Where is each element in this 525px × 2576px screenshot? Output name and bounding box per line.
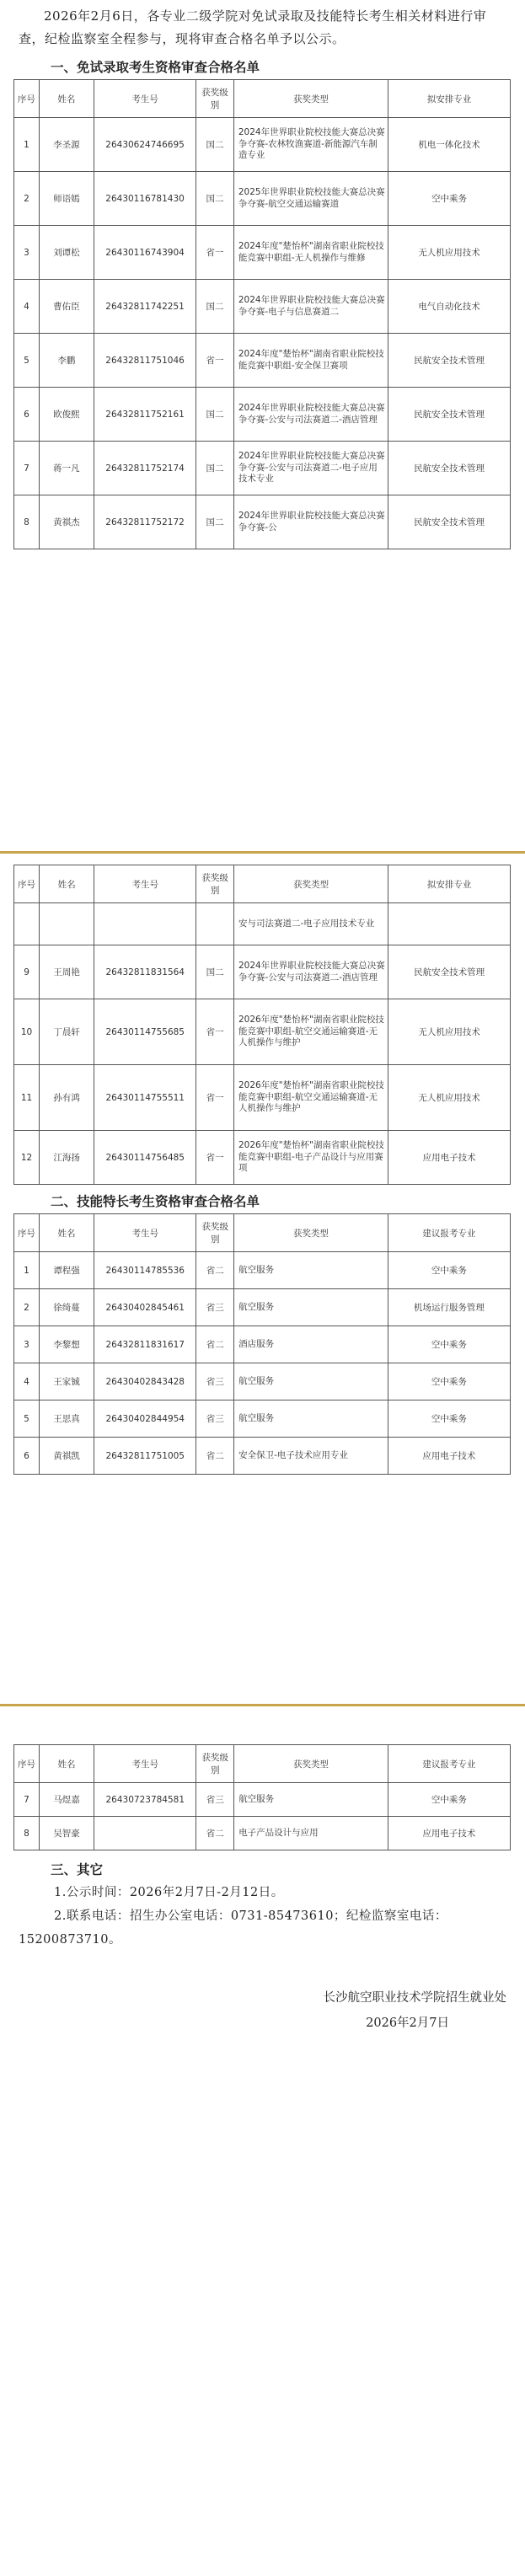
header-no: 序号 <box>14 1745 40 1783</box>
cell-level: 省一 <box>196 1131 234 1185</box>
cell-no: 7 <box>14 442 40 495</box>
cell-major: 应用电子技术 <box>388 1438 510 1475</box>
header-major: 拟安排专业 <box>388 865 511 903</box>
page-separator <box>0 851 525 854</box>
cell-award: 2025年世界职业院校技能大赛总决赛争夺赛-航空交通运输赛道 <box>233 172 388 226</box>
header-name: 姓名 <box>39 1745 94 1783</box>
cell-award: 航空服务 <box>234 1252 388 1289</box>
cell-id: 26432811752172 <box>94 495 196 549</box>
cell-major: 机电一体化技术 <box>388 118 511 172</box>
cell-major: 空中乘务 <box>388 1252 510 1289</box>
cell-name: 吴智豪 <box>39 1817 94 1850</box>
cell-level: 省三 <box>196 1363 234 1400</box>
table-row <box>14 1438 511 1475</box>
header-major: 建议报考专业 <box>388 1745 510 1783</box>
cell-name: 孙有鸿 <box>40 1065 94 1131</box>
page-1 <box>0 0 525 549</box>
cell-award: 2024年世界职业院校技能大赛总决赛争夺赛-电子与信息赛道二 <box>233 280 388 334</box>
cell-level: 省一 <box>196 226 234 280</box>
cell-name: 蒋一凡 <box>39 442 94 495</box>
cell-major: 机场运行服务管理 <box>388 1289 510 1326</box>
cell-id: 26430624746695 <box>94 118 196 172</box>
table-row <box>14 945 511 999</box>
table-row <box>14 442 511 495</box>
cell-name: 江海扬 <box>40 1131 94 1185</box>
cell-award: 2024年世界职业院校技能大赛总决赛争夺赛-公安与司法赛道二-酒店管理 <box>233 388 388 442</box>
exempt-table-body <box>14 118 511 549</box>
header-id: 考生号 <box>94 1745 196 1783</box>
cell-major: 空中乘务 <box>388 1783 510 1817</box>
cell-level: 省三 <box>196 1289 234 1326</box>
cell-name: 徐绮蔓 <box>39 1289 94 1326</box>
cell-id: 26430116743904 <box>94 226 196 280</box>
cell-name: 黄祺杰 <box>39 495 94 549</box>
cell-major: 电气自动化技术 <box>388 280 511 334</box>
cell-no: 10 <box>14 999 40 1065</box>
table-row <box>14 1326 511 1363</box>
skill-table-continued <box>13 1744 511 1850</box>
cell-no: 3 <box>14 1326 40 1363</box>
cell-award: 航空服务 <box>234 1783 388 1817</box>
header-no: 序号 <box>14 865 40 903</box>
cell-no: 8 <box>14 1817 40 1850</box>
cell-level: 国二 <box>196 495 234 549</box>
cell-major: 民航安全技术管理 <box>388 442 511 495</box>
cell-award: 航空服务 <box>234 1400 388 1438</box>
cell-name: 刘谭松 <box>39 226 94 280</box>
cell-id: 26432811751046 <box>94 334 196 388</box>
header-id: 考生号 <box>94 80 196 118</box>
table-row <box>14 334 511 388</box>
cell-major: 民航安全技术管理 <box>388 945 511 999</box>
header-level: 获奖级别 <box>196 80 234 118</box>
cell-id: 26430116781430 <box>94 172 196 226</box>
cell-no: 9 <box>14 945 40 999</box>
exempt-table <box>13 79 511 549</box>
cell-award: 2026年度"楚怡杯"湖南省职业院校技能竞赛中职组-电子产品设计与应用赛项 <box>233 1131 388 1185</box>
cell-level: 省二 <box>196 1326 234 1363</box>
cell-major: 空中乘务 <box>388 1326 510 1363</box>
cell-level: 省三 <box>196 1783 234 1817</box>
cell-level: 省一 <box>196 1065 234 1131</box>
cell-award: 2024年世界职业院校技能大赛总决赛争夺赛-公安与司法赛道二-电子应用技术专业 <box>233 442 388 495</box>
cell-level: 省二 <box>196 1817 234 1850</box>
cell-level: 国二 <box>196 280 234 334</box>
cell-major: 应用电子技术 <box>388 1131 511 1185</box>
cell-major: 民航安全技术管理 <box>388 495 511 549</box>
table-row <box>14 226 511 280</box>
page-separator <box>0 1704 525 1706</box>
cell-major: 民航安全技术管理 <box>388 388 511 442</box>
cell-no: 4 <box>14 1363 40 1400</box>
cell-name: 曹佑臣 <box>39 280 94 334</box>
table-row <box>14 1817 511 1850</box>
cell-no: 7 <box>14 1783 40 1817</box>
cell-id: 26432811752174 <box>94 442 196 495</box>
cell-id: 26432811742251 <box>94 280 196 334</box>
header-id: 考生号 <box>94 1214 196 1252</box>
section3-title: 三、其它 <box>51 1862 104 1877</box>
cell-level: 国二 <box>196 945 234 999</box>
section2-title: 二、技能特长考生资格审查合格名单 <box>51 1194 260 1209</box>
cell-major: 无人机应用技术 <box>388 999 511 1065</box>
section1-title: 一、免试录取考生资格审查合格名单 <box>51 60 260 75</box>
header-level: 获奖级别 <box>196 865 234 903</box>
cell-award: 2024年世界职业院校技能大赛总决赛争夺赛-公 <box>233 495 388 549</box>
table-row <box>14 388 511 442</box>
cell-major: 空中乘务 <box>388 1363 510 1400</box>
table-row <box>14 1131 511 1185</box>
table-header-row <box>14 80 511 118</box>
cell-name: 李圣源 <box>39 118 94 172</box>
page-3 <box>0 1719 525 2036</box>
cell-level: 省三 <box>196 1400 234 1438</box>
cell-level: 省一 <box>196 999 234 1065</box>
table-row <box>14 999 511 1065</box>
header-award: 获奖类型 <box>234 1214 388 1252</box>
cell-award: 航空服务 <box>234 1363 388 1400</box>
cell-no: 5 <box>14 334 40 388</box>
cell-award: 2024年世界职业院校技能大赛总决赛争夺赛-公安与司法赛道二-酒店管理 <box>233 945 388 999</box>
cell-major: 空中乘务 <box>388 172 511 226</box>
cell-id: 26430402843428 <box>94 1363 196 1400</box>
page-2 <box>0 865 525 1475</box>
cell-id: 26432811752161 <box>94 388 196 442</box>
publicity-period: 1.公示时间：2026年2月7日-2月12日。 <box>54 1886 284 1899</box>
header-id: 考生号 <box>94 865 196 903</box>
sign-date: 2026年2月7日 <box>366 2016 449 2030</box>
cell-no: 2 <box>14 172 40 226</box>
contact-phones: 2.联系电话：招生办公室电话：0731-85473610；纪检监察室电话：15200873710。 <box>19 1909 447 1947</box>
cell-name: 谭程强 <box>39 1252 94 1289</box>
cell-no: 6 <box>14 1438 40 1475</box>
cell-level: 省一 <box>196 334 234 388</box>
table-header-row <box>14 1214 511 1252</box>
cell-id: 26430402844954 <box>94 1400 196 1438</box>
skill-table-body <box>14 1252 511 1475</box>
cell-major: 无人机应用技术 <box>388 1065 511 1131</box>
cell-level: 国二 <box>196 118 234 172</box>
cell-award: 2026年度"楚怡杯"湖南省职业院校技能竞赛中职组-航空交通运输赛道-无人机操作与维护 <box>233 1065 388 1131</box>
cell-major: 民航安全技术管理 <box>388 334 511 388</box>
cell-name: 师语嫣 <box>39 172 94 226</box>
cell-no: 2 <box>14 1289 40 1326</box>
header-major: 拟安排专业 <box>388 80 511 118</box>
cell-id: 26430402845461 <box>94 1289 196 1326</box>
cell-major: 应用电子技术 <box>388 1817 510 1850</box>
cell-major: 无人机应用技术 <box>388 226 511 280</box>
table-row <box>14 1400 511 1438</box>
table-row <box>14 280 511 334</box>
header-award: 获奖类型 <box>234 1745 388 1783</box>
award-cell: 安与司法赛道二-电子应用技术专业 <box>233 903 388 945</box>
header-award: 获奖类型 <box>233 80 388 118</box>
header-level: 获奖级别 <box>196 1745 234 1783</box>
exempt-table-body-2 <box>14 903 511 945</box>
cell-award: 酒店服务 <box>234 1326 388 1363</box>
cell-id: 26432811831564 <box>94 945 196 999</box>
table-header-row <box>14 865 511 903</box>
header-major: 建议报考专业 <box>388 1214 510 1252</box>
cell-name: 欧俊熙 <box>39 388 94 442</box>
cell-award: 2024年度"楚怡杯"湖南省职业院校技能竞赛中职组-安全保卫赛项 <box>233 334 388 388</box>
cell-id: 26430114785536 <box>94 1252 196 1289</box>
cell-level: 国二 <box>196 442 234 495</box>
exempt-table-continued <box>13 865 511 1185</box>
cell-name: 李黎想 <box>39 1326 94 1363</box>
exempt-table-body-3 <box>14 945 511 1185</box>
cell-id <box>94 1817 196 1850</box>
table-row <box>14 118 511 172</box>
cell-level: 省二 <box>196 1438 234 1475</box>
skill-table-body-2 <box>14 1783 511 1850</box>
cell-level: 国二 <box>196 388 234 442</box>
cell-major: 空中乘务 <box>388 1400 510 1438</box>
table-row <box>14 172 511 226</box>
header-name: 姓名 <box>39 1214 94 1252</box>
cell-award: 2024年世界职业院校技能大赛总决赛争夺赛-农林牧渔赛道-新能源汽车制造专业 <box>233 118 388 172</box>
cell-no: 8 <box>14 495 40 549</box>
cell-no: 4 <box>14 280 40 334</box>
cell-award: 安全保卫-电子技术应用专业 <box>234 1438 388 1475</box>
header-level: 获奖级别 <box>196 1214 234 1252</box>
cell-name: 王思真 <box>39 1400 94 1438</box>
cell-name: 王周艳 <box>40 945 94 999</box>
cell-name: 丁晨轩 <box>40 999 94 1065</box>
cell-name: 马煜嘉 <box>39 1783 94 1817</box>
cell-no: 1 <box>14 118 40 172</box>
intro-paragraph: 2026年2月6日，各专业二级学院对免试录取及技能特长考生相关材料进行审查，纪检监察室全程参与，现将审查合格名单予以公示。 <box>19 8 487 46</box>
cell-level: 省二 <box>196 1252 234 1289</box>
cell-name: 王家铖 <box>39 1363 94 1400</box>
cell-no: 6 <box>14 388 40 442</box>
cell-id: 26430723784581 <box>94 1783 196 1817</box>
cell-id: 26432811831617 <box>94 1326 196 1363</box>
table-row-continued <box>14 903 511 945</box>
cell-no: 11 <box>14 1065 40 1131</box>
table-row <box>14 1783 511 1817</box>
table-row <box>14 1363 511 1400</box>
header-name: 姓名 <box>40 865 94 903</box>
cell-id: 26430114756485 <box>94 1131 196 1185</box>
table-row <box>14 1289 511 1326</box>
skill-table <box>13 1213 511 1475</box>
table-row <box>14 1252 511 1289</box>
header-no: 序号 <box>14 80 40 118</box>
cell-id: 26430114755511 <box>94 1065 196 1131</box>
cell-no: 3 <box>14 226 40 280</box>
table-header-row <box>14 1745 511 1783</box>
header-award: 获奖类型 <box>233 865 388 903</box>
cell-award: 电子产品设计与应用 <box>234 1817 388 1850</box>
table-row <box>14 1065 511 1131</box>
cell-no: 1 <box>14 1252 40 1289</box>
cell-id: 26432811751005 <box>94 1438 196 1475</box>
cell-no: 5 <box>14 1400 40 1438</box>
cell-name: 李鹏 <box>39 334 94 388</box>
header-name: 姓名 <box>39 80 94 118</box>
cell-no: 12 <box>14 1131 40 1185</box>
cell-award: 2024年度"楚怡杯"湖南省职业院校技能竞赛中职组-无人机操作与维修 <box>233 226 388 280</box>
cell-award: 2026年度"楚怡杯"湖南省职业院校技能竞赛中职组-航空交通运输赛道-无人机操作与维护 <box>233 999 388 1065</box>
signer: 长沙航空职业技术学院招生就业处 <box>323 1991 506 2005</box>
cell-name: 黄祺凯 <box>39 1438 94 1475</box>
header-no: 序号 <box>14 1214 40 1252</box>
cell-award: 航空服务 <box>234 1289 388 1326</box>
table-row <box>14 495 511 549</box>
cell-id: 26430114755685 <box>94 999 196 1065</box>
cell-level: 国二 <box>196 172 234 226</box>
